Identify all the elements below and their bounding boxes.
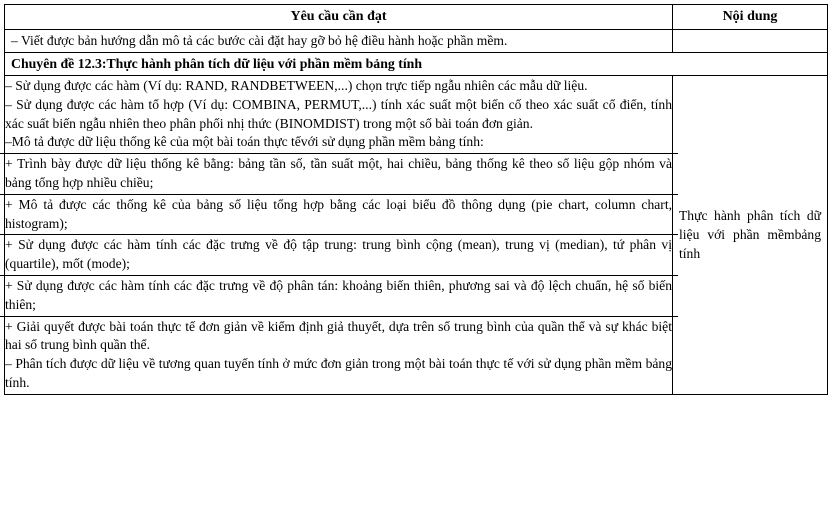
requirement-line: + Mô tả được các thống kê của bảng số liệu tổng hợp bằng các loại biểu đồ thông dụng (pie chart, column chart, histogram); — [5, 196, 672, 231]
requirement-blocks — [5, 76, 672, 394]
requirement-block — [0, 195, 678, 236]
install-guide-text: – Viết được bản hướng dẫn mô tả các bước cài đặt hay gỡ bỏ hệ điều hành hoặc phần mềm. — [5, 30, 673, 53]
install-guide-empty — [673, 30, 828, 53]
section-row — [5, 53, 828, 76]
requirement-line: –Mô tả được dữ liệu thống kê của một bài toán thực tếvới sử dụng phần mềm bảng tính: — [5, 134, 484, 150]
header-row — [5, 5, 828, 30]
requirements-cell — [5, 76, 673, 395]
requirement-line: – Sử dụng được các hàm (Ví dụ: RAND, RANDBETWEEN,...) chọn trực tiếp ngẫu nhiên các mẫu dữ liệu. — [5, 78, 588, 93]
requirement-block — [0, 276, 678, 317]
content-topic: Thực hành phân tích dữ liệu với phần mềmbảng tính — [673, 76, 828, 395]
requirement-block — [0, 235, 678, 276]
requirement-block — [0, 317, 678, 394]
row-install-guide — [5, 30, 828, 53]
requirement-block — [0, 76, 678, 154]
requirement-line: + Sử dụng được các hàm tính các đặc trưng về độ tập trung: trung bình cộng (mean), trung vị (median), tứ phân vị (quartile), mốt (mode); — [5, 237, 672, 272]
header-content: Nội dung — [673, 5, 828, 30]
header-requirements: Yêu cầu cần đạt — [5, 5, 673, 30]
requirement-line: + Giải quyết được bài toán thực tế đơn giản về kiểm định giả thuyết, dựa trên số trung bình của quần thể và sự khác biệt hai số trung bình quần thể. — [5, 318, 672, 353]
requirement-line: + Trình bày được dữ liệu thống kê bằng: bảng tần số, tần suất một, hai chiều, bảng thống kê theo số liệu gộp nhóm và bảng tổng hợp nhiều chiều; — [5, 156, 672, 190]
requirement-line: + Sử dụng được các hàm tính các đặc trưng về độ phân tán: khoảng biến thiên, phương sai và độ lệch chuẩn, hệ số biến thiên; — [5, 277, 672, 312]
requirement-block — [0, 154, 678, 195]
requirements-table — [4, 4, 828, 395]
requirement-line: – Sử dụng được các hàm tổ hợp (Ví dụ: COMBINA, PERMUT,...) tính xác suất một biến cố theo xác suất cổ điển, tính xác suất biến ngẫu nhiên theo phân phối nhị thức (BINOMDIST) trong một số bài toán đơn giản. — [5, 96, 672, 131]
document-page — [4, 4, 827, 395]
requirement-line: – Phân tích được dữ liệu về tương quan tuyến tính ở mức đơn giản trong một bài toán thực tế với sử dụng phần mềm bảng tính. — [5, 356, 672, 390]
section-title: Chuyên đề 12.3:Thực hành phân tích dữ liệu với phần mềm bảng tính — [5, 53, 828, 76]
content-row — [5, 76, 828, 395]
